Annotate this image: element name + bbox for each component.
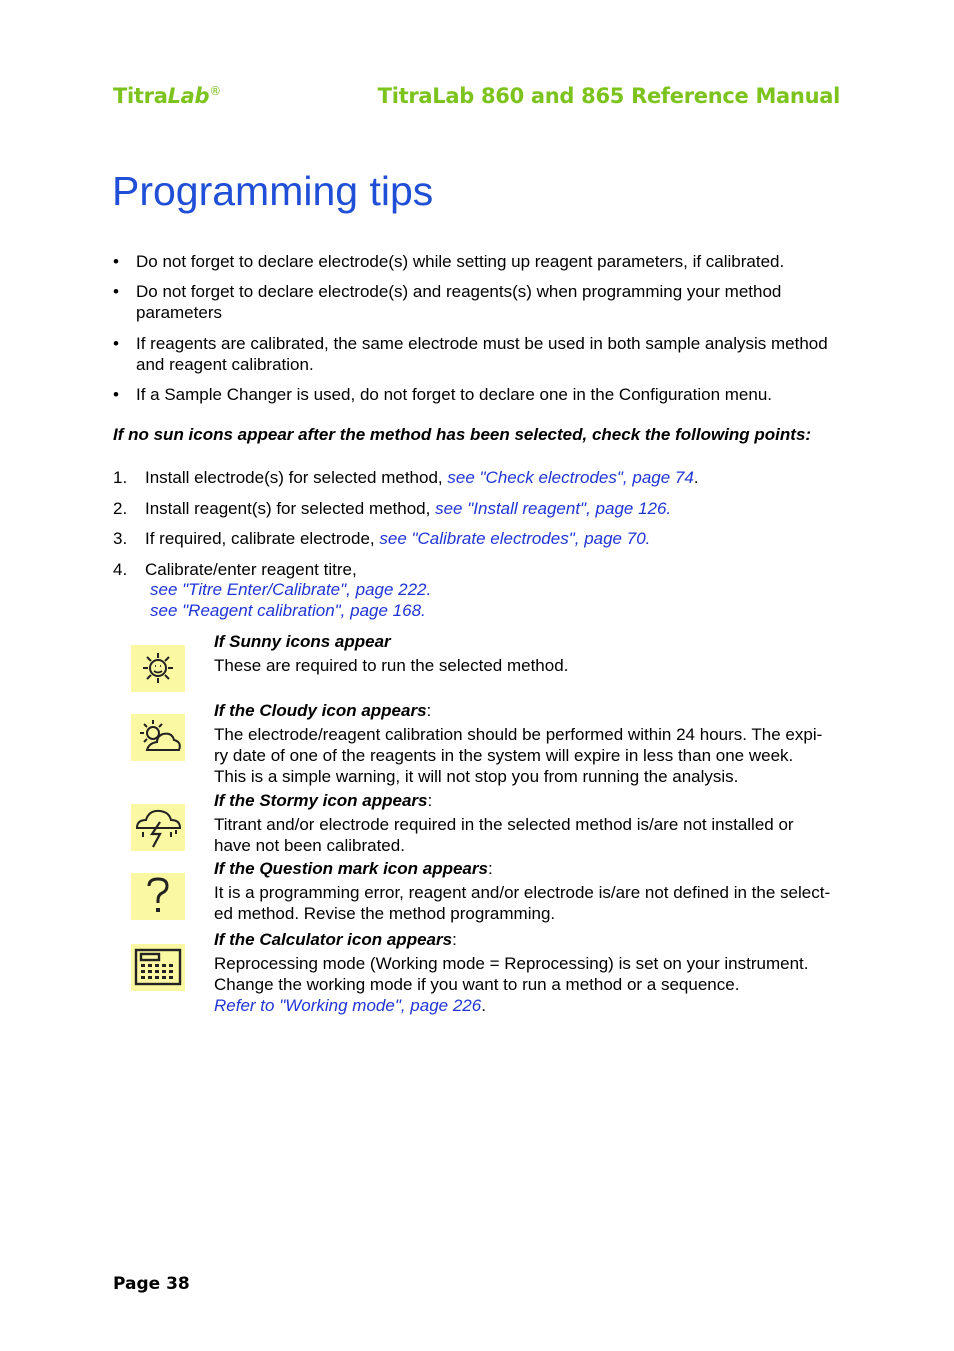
cross-reference-link[interactable]: see "Check electrodes", page 74	[447, 468, 694, 487]
cloudy-sun-icon	[131, 714, 185, 761]
page-number: Page 38	[113, 1274, 190, 1294]
list-item	[113, 333, 833, 375]
icon-description	[214, 929, 844, 1016]
step-number: 4.	[113, 560, 128, 579]
icon-text-line: This is a simple warning, it will not stop you from running the analysis.	[214, 767, 739, 786]
storm-icon	[131, 804, 185, 851]
icon-description	[214, 790, 844, 856]
step-text: Install reagent(s) for selected method,	[145, 499, 436, 518]
icon-description	[214, 858, 844, 924]
icon-text-line: These are required to run the selected method.	[214, 656, 569, 675]
icon-text-line: ed method. Revise the method programming.	[214, 904, 556, 923]
calculator-icon	[131, 944, 185, 991]
icon-heading: If the Question mark icon appears	[214, 859, 488, 878]
heading-suffix: :	[427, 791, 433, 810]
heading-suffix: :	[487, 859, 493, 878]
step-number: 2.	[113, 499, 128, 518]
icon-heading: If the Stormy icon appears	[214, 791, 428, 810]
bullet-text: Do not forget to declare electrode(s) and reagents(s) when programming your method parameters	[136, 282, 782, 322]
brand-logo: TitraLab®	[113, 84, 221, 108]
list-item	[113, 384, 833, 405]
intro-heading: If no sun icons appear after the method has been selected, check the following points:	[113, 425, 812, 444]
icon-text-line: The electrode/reagent calibration should be performed within 24 hours. The expi-	[214, 725, 823, 744]
page-title: Programming tips	[112, 168, 434, 214]
icon-text-line: It is a programming error, reagent and/or electrode is/are not defined in the select-	[214, 883, 831, 902]
step-item	[113, 467, 833, 488]
icon-text-line: Change the working mode if you want to run a method or a sequence.	[214, 975, 740, 994]
icon-description	[214, 631, 844, 676]
manual-title: TitraLab 860 and 865 Reference Manual	[377, 84, 840, 108]
list-item	[113, 281, 833, 323]
icon-text-line: have not been calibrated.	[214, 836, 405, 855]
icon-description	[214, 700, 844, 787]
bullet-text: Do not forget to declare electrode(s) while setting up reagent parameters, if calibrated.	[136, 252, 785, 271]
step-item	[113, 559, 833, 580]
step-number: 3.	[113, 529, 128, 548]
step-punct: .	[693, 468, 699, 487]
bullet-marker: •	[113, 385, 119, 404]
heading-suffix: :	[426, 701, 432, 720]
cross-reference-link[interactable]: Refer to "Working mode", page 226	[214, 996, 482, 1015]
icon-heading: If Sunny icons appear	[214, 632, 391, 651]
question-mark-icon	[131, 873, 185, 920]
step-text: Install electrode(s) for selected method,	[145, 468, 448, 487]
step-text: Calibrate/enter reagent titre,	[145, 560, 357, 579]
cross-reference-link[interactable]: see "Install reagent", page 126.	[435, 499, 672, 518]
heading-suffix: :	[452, 930, 457, 949]
bullet-marker: •	[113, 282, 119, 301]
step-item	[113, 498, 833, 519]
icon-text-line: Titrant and/or electrode required in the selected method is/are not installed or	[214, 815, 794, 834]
step-text: If required, calibrate electrode,	[145, 529, 380, 548]
step-number: 1.	[113, 468, 128, 487]
sun-icon	[131, 645, 185, 692]
bullet-marker: •	[113, 334, 119, 353]
icon-text-line: Reprocessing mode (Working mode = Reprocessing) is set on your instrument.	[214, 954, 809, 973]
icon-heading: If the Calculator icon appears	[214, 930, 453, 949]
cross-reference-link[interactable]: see "Titre Enter/Calibrate", page 222.	[150, 580, 432, 599]
bullet-text: If reagents are calibrated, the same electrode must be used in both sample analysis method and reagent calibration.	[136, 334, 828, 374]
icon-heading: If the Cloudy icon appears	[214, 701, 427, 720]
list-item	[113, 251, 833, 272]
cross-reference-link[interactable]: see "Reagent calibration", page 168.	[150, 601, 426, 620]
link-punct: .	[481, 996, 486, 1015]
bullet-text: If a Sample Changer is used, do not forget to declare one in the Configuration menu.	[136, 385, 773, 404]
step-item	[113, 528, 833, 549]
icon-text-line: ry date of one of the reagents in the system will expire in less than one week.	[214, 746, 794, 765]
cross-reference-link[interactable]: see "Calibrate electrodes", page 70.	[379, 529, 651, 548]
bullet-marker: •	[113, 252, 119, 271]
